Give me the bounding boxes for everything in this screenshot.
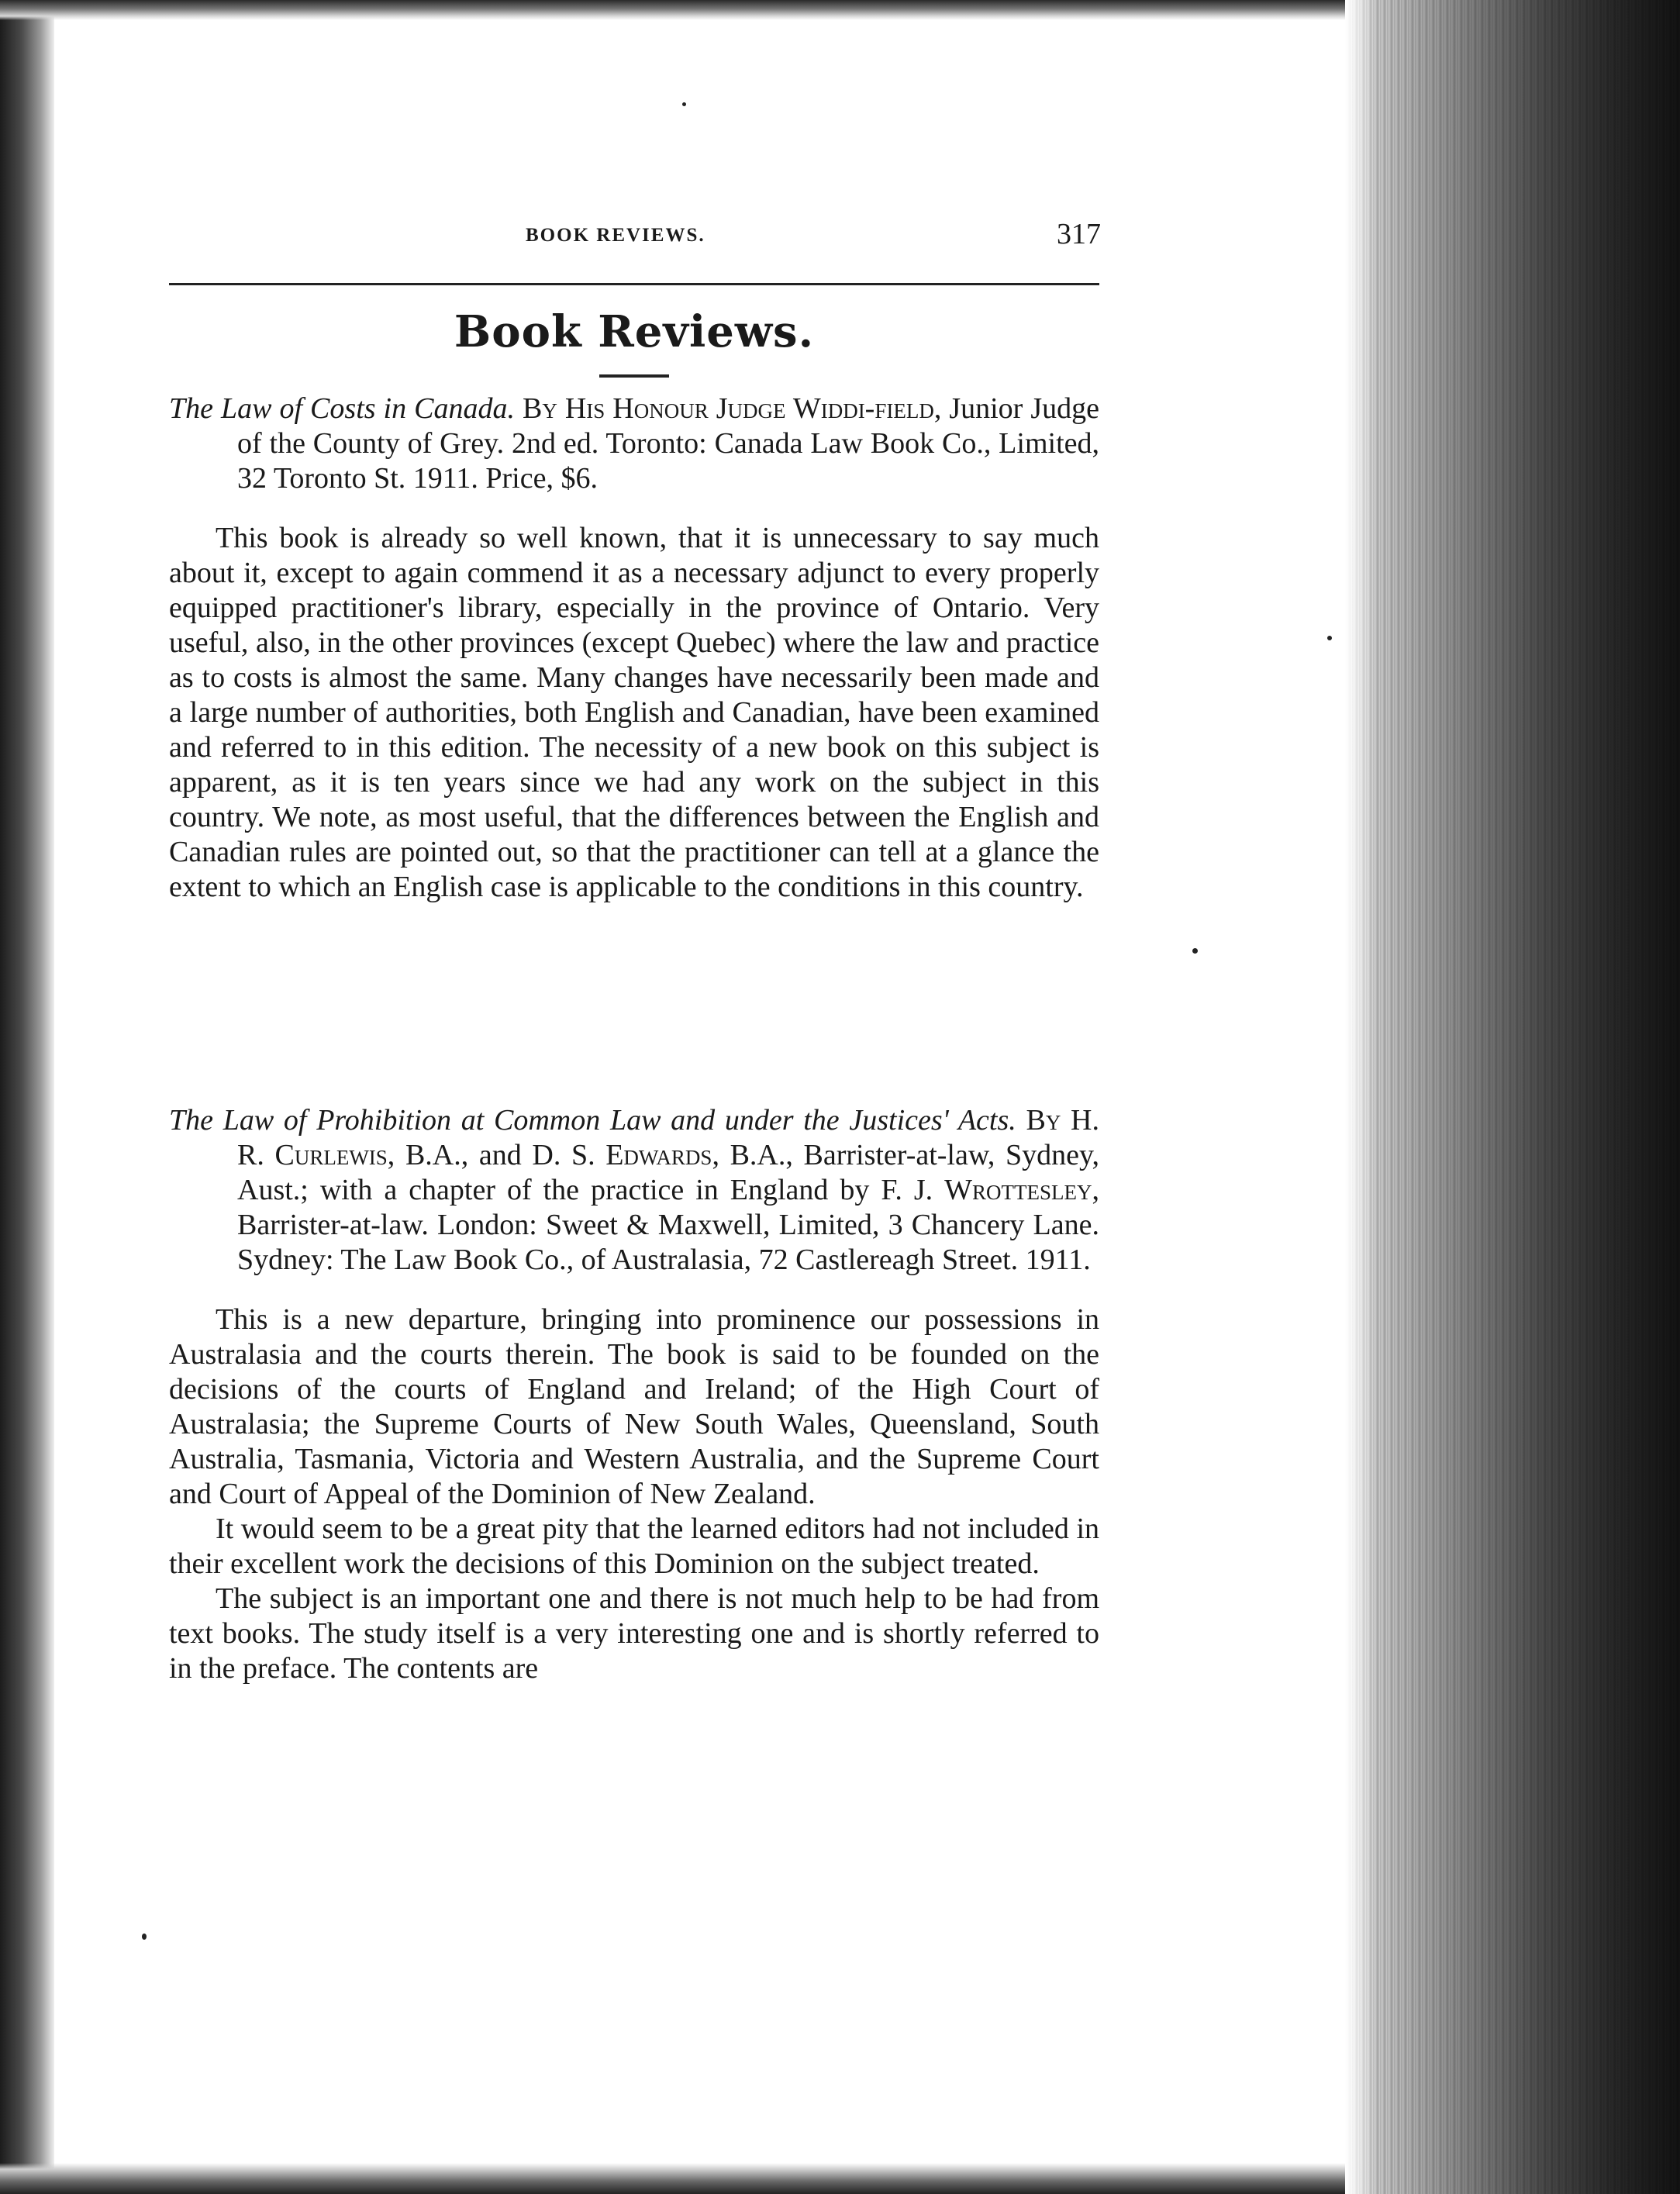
- review-2-publication: Barrister-at-law. London: Sweet & Maxwell, Limited, 3 Chancery Lane. Sydney: The Law Book Co., of Australasia, 72 Castlereagh Street. 1911.: [237, 1209, 1099, 1276]
- page-number: 317: [1057, 218, 1101, 250]
- review-1: [169, 392, 1099, 905]
- review-1-author: By His Honour Judge Widdi-field,: [514, 392, 942, 425]
- review-1-book-title: The Law of Costs in Canada.: [169, 392, 515, 425]
- scan-right-edge: [1345, 0, 1680, 2194]
- review-1-citation: [169, 392, 1099, 496]
- review-2-degree-1: B.A., and: [395, 1139, 533, 1171]
- review-1-paragraph: This book is already so well known, that it is unnecessary to say much about it, except to again commend it as a necessary adjunct to every properly equipped practitioner's library, especially in the province of Ontario. Very useful, also, in the other provinces (except Quebec) where the law and practice as to costs is almost the same. Many changes have necessarily been made and a large number of authorities, both English and Canadian, have been examined and referred to in this edition. The necessity of a new book on this subject is apparent, as it is ten years since we had any work on the subject in this country. We note, as most useful, that the differences between the English and Canadian rules are pointed out, so that the practitioner can tell at a glance the extent to which an English case is applicable to the conditions in this country.: [169, 522, 1099, 903]
- review-2-author-2: D. S. Edwards,: [532, 1139, 719, 1171]
- scan-speck: [1327, 636, 1332, 640]
- review-2-author-1: By H. R. Curlewis,: [237, 1104, 1099, 1171]
- review-2-citation: [169, 1103, 1099, 1278]
- review-2: [169, 1103, 1099, 1686]
- scan-left-edge: [0, 0, 54, 2194]
- title-dash: [599, 374, 669, 378]
- running-head: [169, 217, 1099, 256]
- section-title: Book Reviews.: [454, 306, 815, 357]
- scan-speck: [682, 102, 686, 106]
- review-2-paragraph: This is a new departure, bringing into prominence our possessions in Australasia and the courts therein. The book is said to be founded on the decisions of the courts of England and Ireland; of the High Court of Australasia; the Supreme Courts of New South Wales, Queensland, South Australia, Tasmania, Victoria and Western Australia, and the Supreme Court and Court of Appeal of the Dominion of New Zealand.: [169, 1303, 1099, 1510]
- running-head-title: BOOK REVIEWS.: [526, 225, 705, 246]
- review-2-paragraph: It would seem to be a great pity that the learned editors had not included in their excellent work the decisions of this Dominion on the subject treated.: [169, 1513, 1099, 1580]
- review-2-author-3: Wrottesley,: [944, 1174, 1099, 1206]
- review-2-affiliation: B.A., Barrister-at-law, Sydney, Aust.; with a chapter of the practice in England by F. J.: [237, 1139, 1099, 1206]
- scan-speck: [1192, 948, 1198, 954]
- header-rule: [169, 283, 1099, 285]
- review-1-publication: Junior Judge of the County of Grey. 2nd ed. Toronto: Canada Law Book Co., Limited, 32 Toronto St. 1911. Price, $6.: [237, 392, 1099, 495]
- review-2-paragraph: The subject is an important one and there is not much help to be had from text books. The study itself is a very interesting one and is shortly referred to in the preface. The contents are: [169, 1582, 1099, 1685]
- page-gutter: [1345, 0, 1376, 2194]
- book-page: [169, 217, 1101, 1685]
- review-2-book-title: The Law of Prohibition at Common Law and under the Justices' Acts.: [169, 1104, 1016, 1137]
- scan-speck: [142, 1934, 147, 1940]
